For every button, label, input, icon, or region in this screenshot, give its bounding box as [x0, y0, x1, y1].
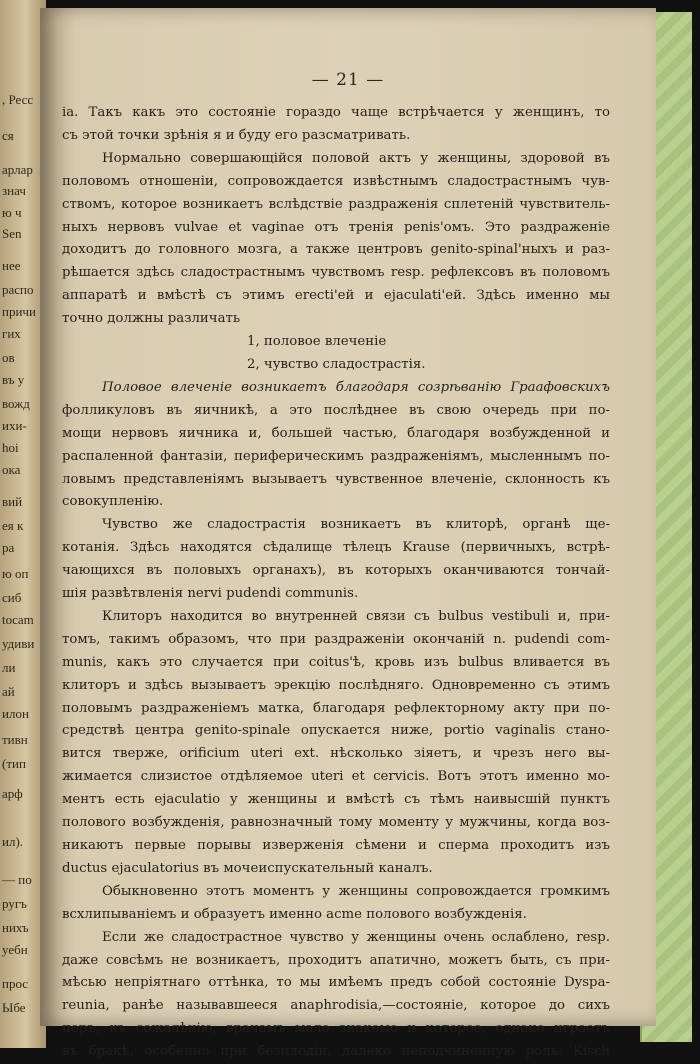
text-line: Половое влеченіе возникаетъ благодаря созрѣванію Граафовскихъ — [102, 379, 610, 395]
left-page-fragment: (тип — [2, 756, 26, 771]
text-line: котанія. Здѣсь находятся сѣдалище тѣлецъ Krause (первичныхъ, встрѣ- — [62, 540, 610, 556]
left-page-fragment: уебн — [2, 942, 28, 957]
left-page-fragment: ся — [2, 128, 14, 143]
text-line: въ бракѣ, особенно при безплодіи, далеко неподчиненную роль. Kisch — [62, 1044, 610, 1060]
text-line: reunia, ранѣе называвшееся anaphrodisia,—состояніе, которое до сихъ — [62, 998, 610, 1014]
left-page-fragment: ю оп — [2, 566, 29, 581]
text-line: ментъ есть ejaculatio у женщины и вмѣстѣ съ тѣмъ наивысшій пунктъ — [62, 792, 610, 808]
left-page-fragment: прос — [2, 976, 29, 991]
text-line: Чувство же сладострастія возникаетъ въ клиторѣ, органѣ ще- — [102, 517, 610, 533]
left-page-fragment: тивн — [2, 732, 28, 747]
left-page-fragment: вожд — [2, 396, 30, 411]
text-line: половомъ отношеніи, сопровождается извѣстнымъ сладострастнымъ чув- — [62, 173, 610, 189]
text-line: совокупленію. — [62, 494, 164, 510]
text-line: ныхъ нервовъ vulvae et vaginae отъ тренія penis'омъ. Это раздраженіе — [62, 219, 610, 235]
text-line: доходитъ до головного мозга, а также центровъ genito-spinal'ныхъ и раз- — [62, 242, 610, 258]
text-line: поръ, къ сожалѣнію, врачамъ мало знакомо и которое, однако играетъ — [62, 1021, 610, 1037]
text-line: распаленной фантазіи, периферическимъ раздраженіямъ, мысленнымъ по- — [62, 448, 610, 464]
text-line: фолликуловъ въ яичникѣ, а это послѣднее въ свою очередь при по- — [62, 402, 610, 418]
text-line: мѣсью непріятнаго оттѣнка, то мы имѣемъ предъ собой состояніе Dyspa- — [62, 975, 610, 991]
left-page-fragment: ея к — [2, 518, 24, 533]
book-page — [40, 8, 656, 1060]
left-page-fragment: илон — [2, 706, 29, 721]
text-line: ductus ejaculatorius въ мочеиспускательный каналъ. — [62, 860, 433, 876]
text-line: 1, половое влеченіе — [247, 334, 387, 350]
text-line: Если же сладострастное чувство у женщины очень ослаблено, resp. — [102, 929, 610, 945]
left-page-fragment: арлар — [2, 162, 33, 177]
page-body-text — [62, 102, 610, 1064]
left-page-fragment: удиви — [2, 636, 35, 651]
text-line: munis, какъ это случается при coitus'ѣ, кровь изъ bulbus вливается въ — [62, 654, 610, 670]
text-line: съ этой точки зрѣнія я и буду его разсматривать. — [62, 127, 411, 143]
left-page-fragment: причи — [2, 304, 36, 319]
text-line: ствомъ, которое возникаетъ вслѣдствіе раздраженія сплетеній чувствитель- — [62, 196, 610, 212]
text-line: клиторъ и здѣсь вызываетъ эрекцію послѣдняго. Одновременно съ этимъ — [62, 677, 610, 693]
text-line: средствѣ центра genito-spinale опускается ниже, portio vaginalis стано- — [62, 723, 610, 739]
left-page-fragment: гих — [2, 326, 21, 341]
left-page-fragment: ли — [2, 660, 16, 675]
left-page-fragment: сиб — [2, 590, 22, 605]
text-line: ia. Такъ какъ это состояніе гораздо чаще встрѣчается у женщинъ, то — [62, 105, 610, 120]
left-page-fragment: ю ч — [2, 205, 22, 220]
text-line: Нормально совершающійся половой актъ у женщины, здоровой въ — [102, 150, 610, 166]
left-page-fragment: ай — [2, 684, 15, 699]
left-page-fragment: арф — [2, 786, 23, 801]
left-page-fragment: Ыбе — [2, 1000, 26, 1015]
left-page-fragment: , Ресс — [2, 92, 34, 107]
text-line: аппаратѣ и вмѣстѣ съ этимъ erecti'ей и ejaculati'ей. Здѣсь именно мы — [62, 288, 610, 304]
text-line: томъ, такимъ образомъ, что при раздраженіи окончаній n. pudendi com- — [62, 631, 610, 647]
text-line: ловымъ представленіямъ вызываетъ чувственное влеченіе, склонность къ — [62, 471, 610, 487]
text-line: Клиторъ находится во внутренней связи съ bulbus vestibuli и, при- — [102, 608, 610, 624]
text-line: чающихся въ половыхъ органахъ), въ которыхъ оканчиваются тончай- — [62, 563, 610, 579]
left-page-fragment: ил). — [2, 834, 24, 849]
text-line: рѣшается здѣсь сладострастнымъ чувствомъ resp. рефлексовъ въ половомъ — [62, 265, 610, 281]
text-line: 2, чувство сладострастія. — [247, 356, 426, 372]
left-page-fragment: знач — [2, 183, 26, 198]
left-page-fragment: — по — [2, 872, 32, 887]
text-line: точно должны различать — [62, 311, 241, 327]
left-page-fragment: ока — [2, 462, 21, 477]
left-page-fragment: въ у — [2, 372, 25, 387]
text-line: полового возбужденія, равнозначный тому моменту у мужчины, когда воз- — [62, 815, 610, 831]
text-line: половымъ раздраженіемъ матка, благодаря рефлекторному акту при по- — [62, 700, 610, 716]
text-line: Обыкновенно этотъ моментъ у женщины сопровождается громкимъ — [102, 883, 610, 899]
left-page-fragment: tocam — [2, 612, 34, 627]
left-page-fragment: распо — [2, 282, 34, 297]
text-line: жимается слизистое отдѣляемое uteri et cervicis. Вотъ этотъ именно мо- — [62, 769, 610, 785]
left-page-fragment: ихи- — [2, 418, 27, 433]
left-page-fragment: ов — [2, 350, 15, 365]
text-line: мощи нервовъ яичника и, большей частью, благодаря возбужденной и — [62, 425, 610, 441]
text-line: всхлипываніемъ и образуетъ именно acme полового возбужденія. — [62, 906, 527, 922]
left-page-fragment: hoi — [2, 440, 19, 455]
text-line: даже совсѣмъ не возникаетъ, проходитъ апатично, можетъ быть, съ при- — [62, 952, 610, 968]
left-page-fragment: ра — [2, 540, 15, 555]
page-number: — 21 — — [311, 70, 385, 90]
text-line: шія развѣтвленія nervi pudendi communis. — [62, 586, 359, 602]
left-page-fragment: вий — [2, 494, 23, 509]
text-line: никаютъ первые порывы изверженія сѣмени и сперма проходитъ изъ — [62, 838, 610, 853]
left-page-fragment: нее — [2, 258, 21, 273]
text-line: вится тверже, orificium uteri ext. нѣсколько зіяетъ, и чрезъ него вы- — [62, 746, 610, 762]
left-page-fragment: нихъ — [2, 920, 29, 935]
left-page-fragment: Sen — [2, 226, 22, 241]
left-page-fragment: ругъ — [2, 896, 27, 911]
